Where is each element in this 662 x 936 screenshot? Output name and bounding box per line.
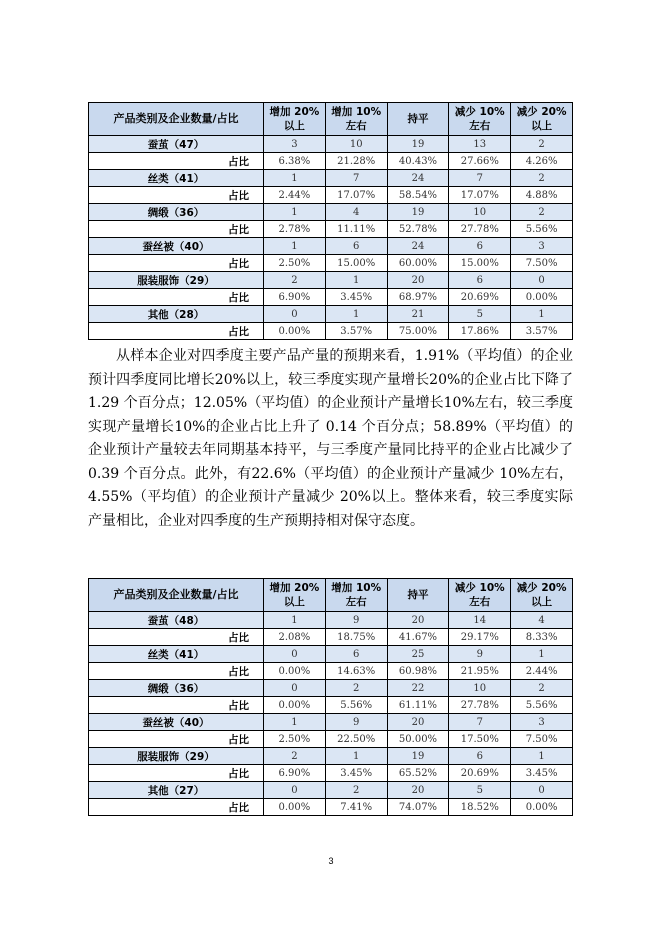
count-cell: 7 [449, 170, 511, 187]
share-cell: 50.00% [387, 731, 449, 748]
share-cell: 75.00% [387, 323, 449, 340]
share-cell: 0.00% [264, 799, 326, 816]
count-cell: 5 [449, 306, 511, 323]
count-cell: 2 [511, 204, 573, 221]
count-cell: 6 [325, 646, 387, 663]
table-row-category [89, 272, 573, 289]
count-cell: 20 [387, 612, 449, 629]
count-cell: 10 [325, 136, 387, 153]
share-cell: 6.38% [264, 153, 326, 170]
page-number: 3 [328, 856, 334, 866]
count-cell: 24 [387, 238, 449, 255]
share-cell: 6.90% [264, 289, 326, 306]
category-label: 丝类（41） [89, 646, 264, 663]
count-cell: 2 [511, 170, 573, 187]
category-label: 蚕茧（48） [89, 612, 264, 629]
count-cell: 1 [511, 646, 573, 663]
count-cell: 2 [325, 782, 387, 799]
share-cell: 0.00% [264, 697, 326, 714]
category-label: 其他（27） [89, 782, 264, 799]
share-cell: 22.50% [325, 731, 387, 748]
count-cell: 4 [325, 204, 387, 221]
share-label: 占比 [89, 697, 264, 714]
count-cell: 1 [511, 306, 573, 323]
share-cell: 65.52% [387, 765, 449, 782]
count-cell: 0 [264, 646, 326, 663]
count-cell: 21 [387, 306, 449, 323]
category-label: 绸缎（36） [89, 680, 264, 697]
table-row-share [89, 765, 573, 782]
share-cell: 3.45% [511, 765, 573, 782]
header-increase-20: 增加 20% 以上 [264, 579, 326, 612]
table-row-share [89, 629, 573, 646]
count-cell: 19 [387, 748, 449, 765]
table-header-row [89, 579, 573, 612]
share-label: 占比 [89, 765, 264, 782]
count-cell: 9 [449, 646, 511, 663]
share-label: 占比 [89, 731, 264, 748]
table-row-category [89, 612, 573, 629]
count-cell: 2 [511, 136, 573, 153]
share-cell: 3.45% [325, 765, 387, 782]
share-label: 占比 [89, 799, 264, 816]
table-row-share [89, 221, 573, 238]
share-cell: 5.56% [511, 697, 573, 714]
count-cell: 0 [264, 306, 326, 323]
count-cell: 1 [325, 272, 387, 289]
table-row-share [89, 255, 573, 272]
category-label: 蚕丝被（40） [89, 714, 264, 731]
share-cell: 6.90% [264, 765, 326, 782]
category-label: 服装服饰（29） [89, 748, 264, 765]
count-cell: 1 [264, 170, 326, 187]
count-cell: 0 [264, 782, 326, 799]
count-cell: 25 [387, 646, 449, 663]
header-category: 产品类别及企业数量/占比 [89, 579, 264, 612]
share-cell: 7.50% [511, 731, 573, 748]
count-cell: 19 [387, 136, 449, 153]
count-cell: 0 [511, 782, 573, 799]
count-cell: 13 [449, 136, 511, 153]
table-row-category [89, 748, 573, 765]
count-cell: 0 [511, 272, 573, 289]
share-cell: 15.00% [449, 255, 511, 272]
share-cell: 0.00% [511, 289, 573, 306]
count-cell: 4 [511, 612, 573, 629]
table-header-row [89, 103, 573, 136]
table-row-category [89, 782, 573, 799]
share-label: 占比 [89, 323, 264, 340]
count-cell: 2 [264, 272, 326, 289]
share-cell: 21.95% [449, 663, 511, 680]
share-cell: 14.63% [325, 663, 387, 680]
table-row-share [89, 799, 573, 816]
count-cell: 3 [264, 136, 326, 153]
table-row-category [89, 204, 573, 221]
share-cell: 18.52% [449, 799, 511, 816]
count-cell: 20 [387, 272, 449, 289]
count-cell: 9 [325, 714, 387, 731]
share-cell: 17.50% [449, 731, 511, 748]
count-cell: 3 [511, 238, 573, 255]
header-decrease-20: 减少 20% 以上 [511, 103, 573, 136]
share-cell: 40.43% [387, 153, 449, 170]
share-cell: 0.00% [264, 663, 326, 680]
count-cell: 1 [325, 748, 387, 765]
count-cell: 14 [449, 612, 511, 629]
table-row-category [89, 170, 573, 187]
share-cell: 41.67% [387, 629, 449, 646]
share-cell: 68.97% [387, 289, 449, 306]
share-cell: 27.66% [449, 153, 511, 170]
count-cell: 10 [449, 204, 511, 221]
production-expectation-table-2 [88, 578, 573, 816]
table-row-share [89, 153, 573, 170]
category-label: 丝类（41） [89, 170, 264, 187]
header-increase-10: 增加 10% 左右 [325, 579, 387, 612]
share-label: 占比 [89, 289, 264, 306]
share-cell: 17.07% [325, 187, 387, 204]
share-cell: 17.86% [449, 323, 511, 340]
share-cell: 2.50% [264, 731, 326, 748]
header-decrease-20: 减少 20% 以上 [511, 579, 573, 612]
count-cell: 22 [387, 680, 449, 697]
share-label: 占比 [89, 663, 264, 680]
count-cell: 5 [449, 782, 511, 799]
category-label: 蚕茧（47） [89, 136, 264, 153]
category-label: 蚕丝被（40） [89, 238, 264, 255]
share-label: 占比 [89, 255, 264, 272]
share-label: 占比 [89, 629, 264, 646]
share-cell: 0.00% [511, 799, 573, 816]
count-cell: 1 [264, 204, 326, 221]
share-cell: 2.08% [264, 629, 326, 646]
share-cell: 7.50% [511, 255, 573, 272]
count-cell: 1 [511, 748, 573, 765]
share-cell: 61.11% [387, 697, 449, 714]
share-cell: 2.50% [264, 255, 326, 272]
share-cell: 60.00% [387, 255, 449, 272]
table-row-share [89, 697, 573, 714]
share-cell: 4.26% [511, 153, 573, 170]
header-flat: 持平 [387, 103, 449, 136]
share-cell: 3.45% [325, 289, 387, 306]
count-cell: 7 [449, 714, 511, 731]
share-cell: 29.17% [449, 629, 511, 646]
share-cell: 27.78% [449, 697, 511, 714]
count-cell: 19 [387, 204, 449, 221]
share-cell: 74.07% [387, 799, 449, 816]
share-cell: 11.11% [325, 221, 387, 238]
table-body [89, 612, 573, 816]
share-cell: 18.75% [325, 629, 387, 646]
table-row-category [89, 238, 573, 255]
share-label: 占比 [89, 153, 264, 170]
share-cell: 5.56% [511, 221, 573, 238]
count-cell: 3 [511, 714, 573, 731]
count-cell: 6 [449, 272, 511, 289]
header-decrease-10: 减少 10% 左右 [449, 579, 511, 612]
header-flat: 持平 [387, 579, 449, 612]
count-cell: 1 [264, 238, 326, 255]
share-cell: 60.98% [387, 663, 449, 680]
table-row-category [89, 680, 573, 697]
count-cell: 6 [449, 748, 511, 765]
share-cell: 2.44% [264, 187, 326, 204]
count-cell: 6 [325, 238, 387, 255]
share-cell: 20.69% [449, 765, 511, 782]
header-increase-20: 增加 20% 以上 [264, 103, 326, 136]
table-row-share [89, 289, 573, 306]
share-cell: 21.28% [325, 153, 387, 170]
share-cell: 58.54% [387, 187, 449, 204]
share-cell: 17.07% [449, 187, 511, 204]
table-body [89, 136, 573, 340]
count-cell: 1 [264, 714, 326, 731]
share-cell: 8.33% [511, 629, 573, 646]
share-cell: 5.56% [325, 697, 387, 714]
count-cell: 6 [449, 238, 511, 255]
category-label: 绸缎（36） [89, 204, 264, 221]
count-cell: 2 [325, 680, 387, 697]
table-row-share [89, 323, 573, 340]
count-cell: 20 [387, 782, 449, 799]
share-label: 占比 [89, 221, 264, 238]
count-cell: 24 [387, 170, 449, 187]
production-expectation-table-1 [88, 102, 573, 340]
count-cell: 1 [325, 306, 387, 323]
table-row-category [89, 646, 573, 663]
share-cell: 15.00% [325, 255, 387, 272]
share-cell: 7.41% [325, 799, 387, 816]
count-cell: 7 [325, 170, 387, 187]
count-cell: 2 [511, 680, 573, 697]
share-label: 占比 [89, 187, 264, 204]
count-cell: 9 [325, 612, 387, 629]
table-row-category [89, 306, 573, 323]
share-cell: 4.88% [511, 187, 573, 204]
analysis-paragraph: 从样本企业对四季度主要产品产量的预期来看，1.91%（平均值）的企业预计四季度同比增长20%以上，较三季度实现产量增长20%的企业占比下降了 1.29 个百分点；12.05%（平均值）的企业预计产量增长10%左右，较三季度实现产量增长10%的企业占比上升了 0.14 个百分点；58.89%（平均值）的企业预计产量较去年同期基本持平，与三季度产量同比持平的企业占比减少了 0.39 个百分点。此外，有22.6%（平均值）的企业预计产量减少 10%左右，4.55%（平均值）的企业预计产量减少 20%以上。整体来看，较三季度实际产量相比，企业对四季度的生产预期持相对保守态度。 [88, 348, 573, 529]
share-cell: 52.78% [387, 221, 449, 238]
count-cell: 1 [264, 612, 326, 629]
header-increase-10: 增加 10% 左右 [325, 103, 387, 136]
table-row-category [89, 714, 573, 731]
share-cell: 27.78% [449, 221, 511, 238]
share-cell: 2.44% [511, 663, 573, 680]
share-cell: 3.57% [511, 323, 573, 340]
header-category: 产品类别及企业数量/占比 [89, 103, 264, 136]
count-cell: 10 [449, 680, 511, 697]
table-row-category [89, 136, 573, 153]
count-cell: 2 [264, 748, 326, 765]
table-row-share [89, 187, 573, 204]
share-cell: 2.78% [264, 221, 326, 238]
share-cell: 20.69% [449, 289, 511, 306]
header-decrease-10: 减少 10% 左右 [449, 103, 511, 136]
share-cell: 0.00% [264, 323, 326, 340]
table-row-share [89, 663, 573, 680]
table-row-share [89, 731, 573, 748]
category-label: 其他（28） [89, 306, 264, 323]
count-cell: 20 [387, 714, 449, 731]
category-label: 服装服饰（29） [89, 272, 264, 289]
count-cell: 0 [264, 680, 326, 697]
share-cell: 3.57% [325, 323, 387, 340]
